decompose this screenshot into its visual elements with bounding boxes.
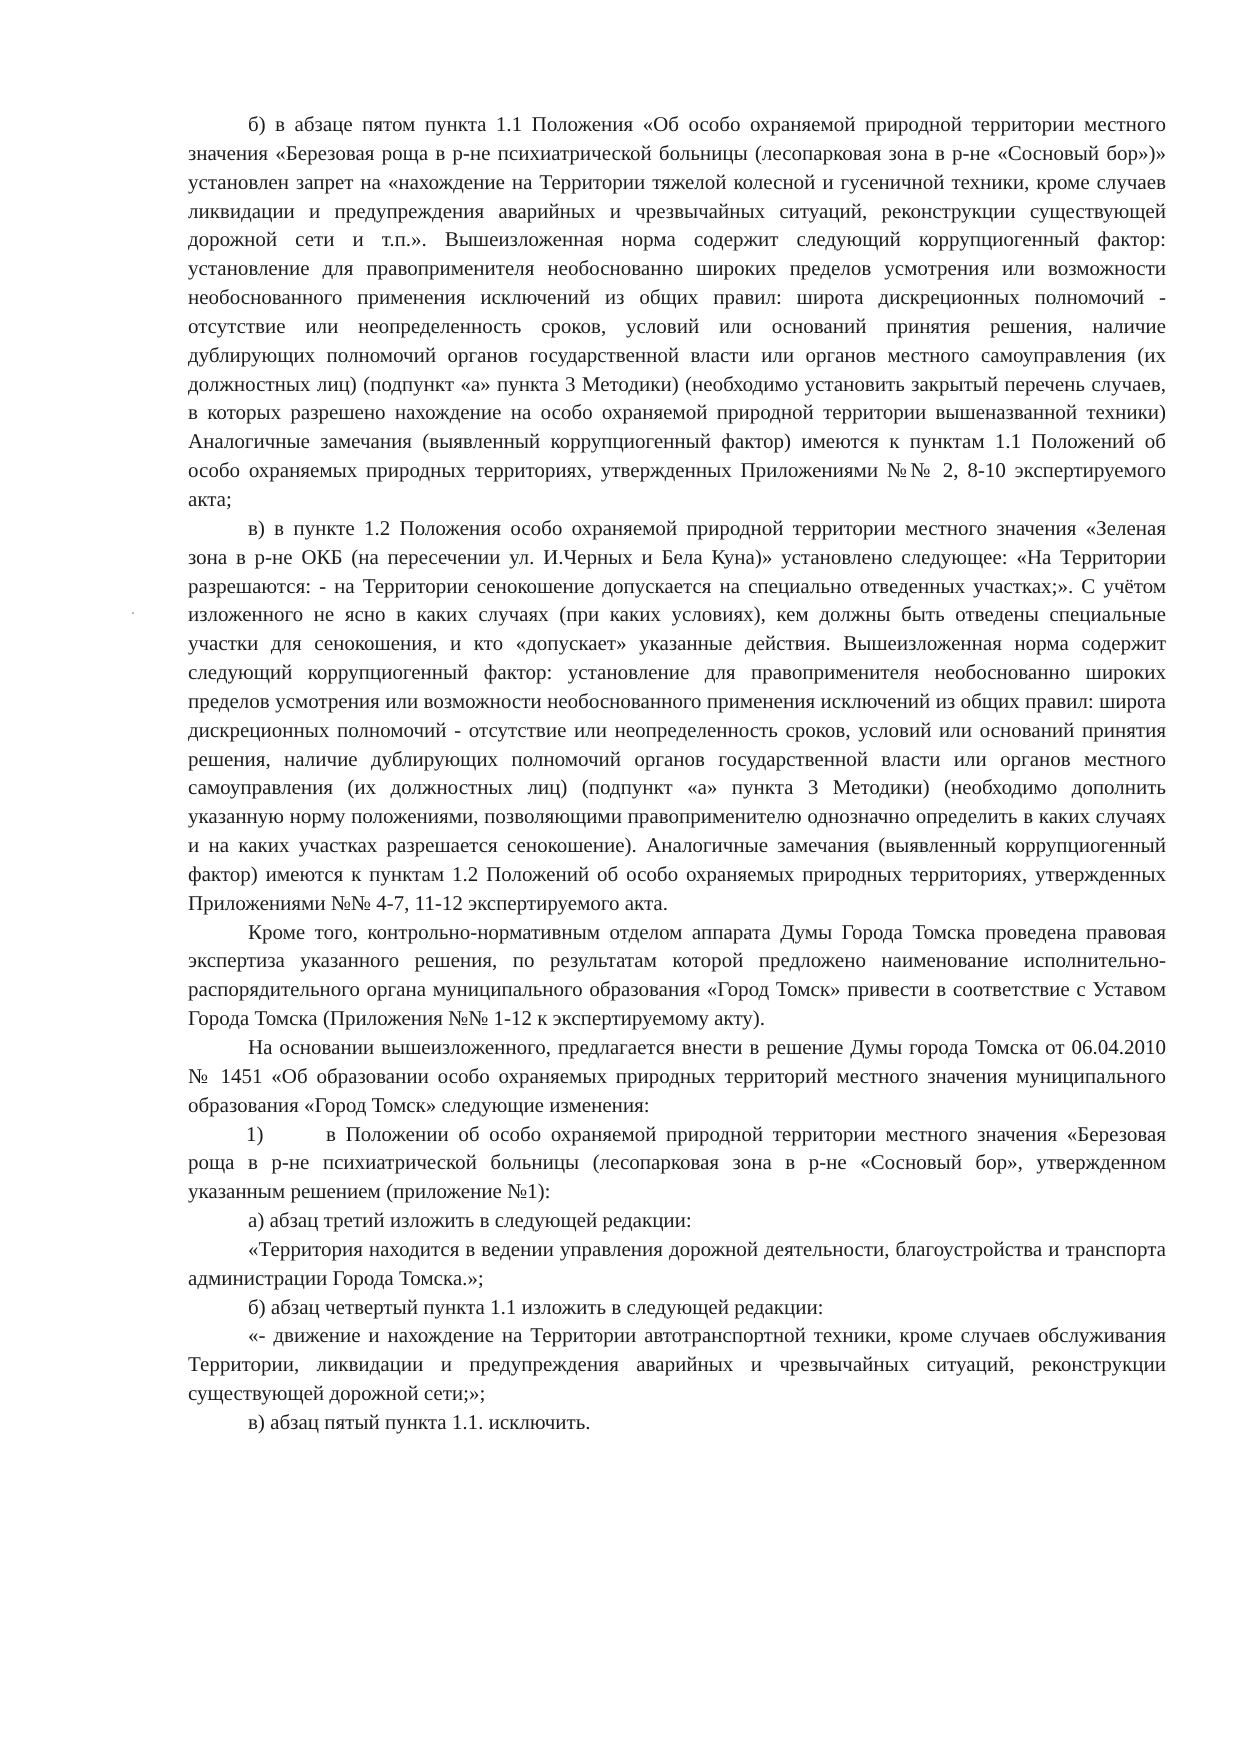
document-body: [188, 110, 1166, 1437]
sub-paragraph-a: а) абзац третий изложить в следующей редакции:: [248, 1208, 692, 1233]
sub-paragraph-b: б) абзац четвертый пункта 1.1 изложить в следующей редакции:: [248, 1294, 824, 1319]
list-item-text: в Положении об особо охраняемой природной территории местного значения «Березовая роща в р-не психиатрической больницы (лесопарковая зона в р-не «Сосновый бор», утвержденном указанным решением (приложение №1):: [188, 1121, 1166, 1204]
list-item-1: [188, 1120, 1166, 1207]
scan-dot: [132, 612, 134, 614]
sub-paragraph-b-quote: «- движение и нахождение на Территории автотранспортной техники, кроме случаев обслуживания Территории, ликвидации и предупреждения аварийных и чрезвычайных ситуаций, реконструкции существующей дорожной сети;»;: [188, 1323, 1166, 1406]
paragraph-b-clause: б) в абзаце пятом пункта 1.1 Положения «Об особо охраняемой природной территории местного значения «Березовая роща в р-не психиатрической больницы (лесопарковая зона в р-не «Сосновый бор»)» установлен запрет на «нахождение на Территории тяжелой колесной и гусеничной техники, кроме случаев ликвидации и предупреждения аварийных и чрезвычайных ситуаций, реконструкции существующей дорожной сети и т.п.». Вышеизложенная норма содержит следующий коррупциогенный фактор: установление для правоприменителя необоснованно широких пределов усмотрения или возможности необоснованного применения исключений из общих правил: широта дискреционных полномочий - отсутствие или неопределенность сроков, условий или оснований принятия решения, наличие дублирующих полномочий органов государственной власти или органов местного самоуправления (их должностных лиц) (подпункт «а» пункта 3 Методики) (необходимо установить закрытый перечень случаев, в которых разрешено нахождение на особо охраняемой природной территории вышеназванной техники) Аналогичные замечания (выявленный коррупциогенный фактор) имеются к пунктам 1.1 Положений об особо охраняемых природных территориях, утвержденных Приложениями №№ 2, 8-10 экспертируемого акта;: [188, 112, 1166, 511]
paragraph-additionally: Кроме того, контрольно-нормативным отделом аппарата Думы Города Томска проведена правовая экспертиза указанного решения, по результатам которой предложено наименование исполнительно-распорядительного органа муниципального образования «Город Томск» привести в соответствие с Уставом Города Томска (Приложения №№ 1-12 к экспертируемому акту).: [188, 919, 1166, 1031]
paragraph-v-clause: в) в пункте 1.2 Положения особо охраняемой природной территории местного значения «Зеленая зона в р-не ОКБ (на пересечении ул. И.Черных и Бела Куна)» установлено следующее: «На Территории разрешаются: - на Территории сенокошение допускается на специально отведенных участках;». С учётом изложенного не ясно в каких случаях (при каких условиях), кем должны быть отведены специальные участки для сенокошения, и кто «допускает» указанные действия. Вышеизложенная норма содержит следующий коррупциогенный фактор: установление для правоприменителя необоснованно широких пределов усмотрения или возможности необоснованного применения исключений из общих правил: широта дискреционных полномочий - отсутствие или неопределенность сроков, условий или оснований принятия решения, наличие дублирующих полномочий органов государственной власти или органов местного самоуправления (их должностных лиц) (подпункт «а» пункта 3 Методики) (необходимо дополнить указанную норму положениями, позволяющими правоприменителю однозначно определить в каких случаях и на каких участках разрешается сенокошение). Аналогичные замечания (выявленный коррупциогенный фактор) имеются к пунктам 1.2 Положений об особо охраняемых природных территориях, утвержденных Приложениями №№ 4-7, 11-12 экспертируемого акта.: [188, 515, 1166, 915]
list-item-number: 1): [246, 1121, 264, 1146]
sub-paragraph-a-quote: «Территория находится в ведении управления дорожной деятельности, благоустройства и транспорта администрации Города Томска.»;: [188, 1236, 1166, 1290]
sub-paragraph-v: в) абзац пятый пункта 1.1. исключить.: [248, 1409, 591, 1434]
paragraph-proposal: На основании вышеизложенного, предлагается внести в решение Думы города Томска от 06.04.2010 № 1451 «Об образовании особо охраняемых природных территорий местного значения муниципального образования «Город Томск» следующие изменения:: [188, 1035, 1166, 1117]
